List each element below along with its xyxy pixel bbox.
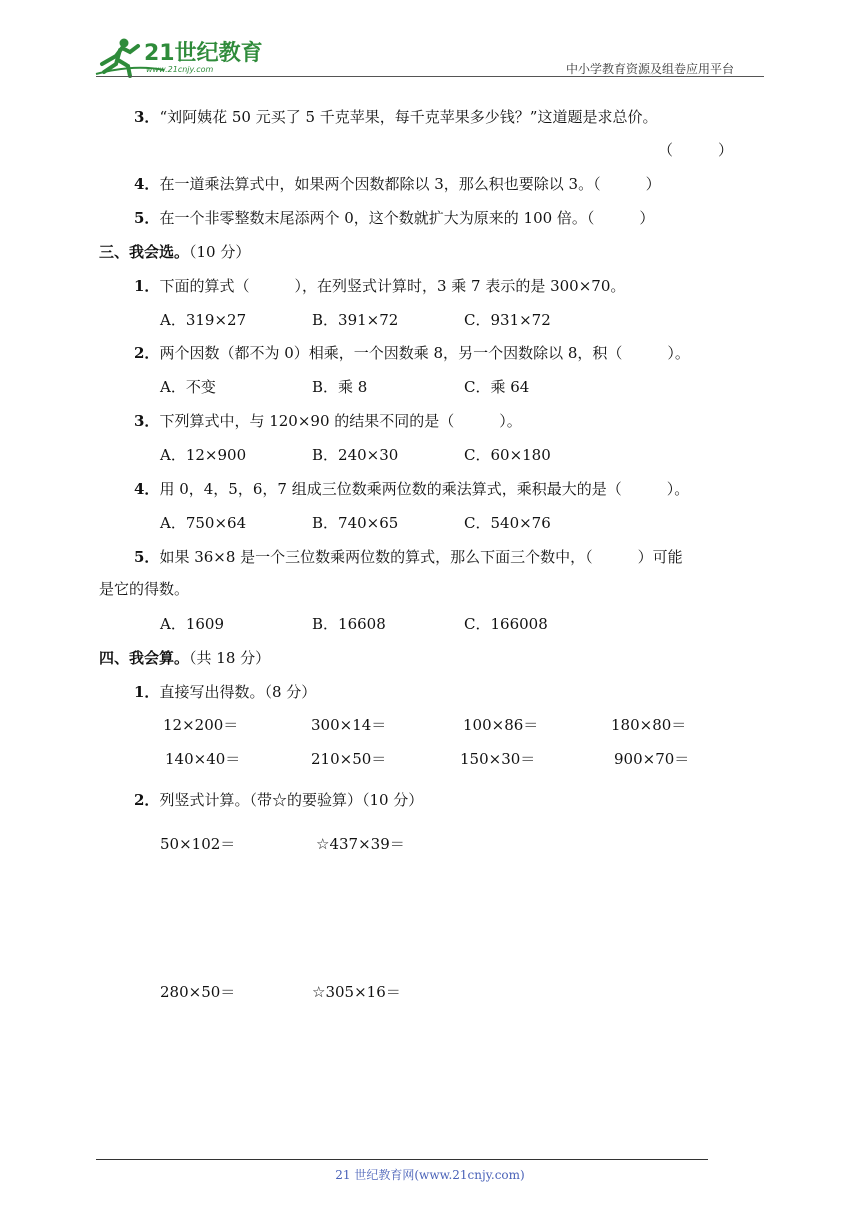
choose-q5-option-c[interactable]: C．166008	[464, 615, 548, 633]
calc-q1-item[interactable]: 150×30＝	[460, 750, 536, 768]
calc-q2-item[interactable]: ☆305×16＝	[312, 983, 401, 1001]
choose-q4-option-a[interactable]: A．750×64	[160, 514, 247, 532]
choose-q5-option-b[interactable]: B．16608	[312, 615, 386, 633]
choose-q5-continued: 是它的得数。	[99, 580, 190, 598]
choose-q3: 3．下列算式中，与 120×90 的结果不同的是（ ）。	[134, 412, 522, 430]
choose-q2-option-c[interactable]: C．乘 64	[464, 378, 530, 396]
section-choose-title: 三、我会选。（10 分）	[99, 243, 251, 261]
choose-q3-option-b[interactable]: B．240×30	[312, 446, 399, 464]
calc-q1-item[interactable]: 12×200＝	[163, 716, 239, 734]
calc-q1: 1．直接写出得数。（8 分）	[134, 683, 317, 701]
choose-q2-option-a[interactable]: A．不变	[160, 378, 216, 396]
calc-q2-item[interactable]: 280×50＝	[160, 983, 236, 1001]
choose-q3-option-a[interactable]: A．12×900	[160, 446, 247, 464]
header-divider	[96, 76, 764, 77]
choose-q2: 2．两个因数（都不为 0）相乘，一个因数乘 8，另一个因数除以 8，积（ ）。	[134, 344, 690, 362]
choose-q5-option-a[interactable]: A．1609	[160, 615, 225, 633]
header-platform-text: 中小学教育资源及组卷应用平台	[566, 62, 735, 76]
logo-text: 21世纪教育	[144, 41, 263, 66]
calc-q1-item[interactable]: 900×70＝	[614, 750, 690, 768]
calc-q1-item[interactable]: 140×40＝	[165, 750, 241, 768]
choose-q3-option-c[interactable]: C．60×180	[464, 446, 551, 464]
calc-q1-item[interactable]: 210×50＝	[311, 750, 387, 768]
choose-q4: 4．用 0，4，5，6，7 组成三位数乘两位数的乘法算式，乘积最大的是（ ）。	[134, 480, 690, 498]
site-logo	[94, 34, 264, 78]
choose-q5: 5．如果 36×8 是一个三位数乘两位数的算式，那么下面三个数中，（ ）可能	[134, 548, 683, 566]
judge-q3: 3．“刘阿姨花 50 元买了 5 千克苹果，每千克苹果多少钱？”这道题是求总价。	[134, 108, 658, 126]
calc-q2: 2．列竖式计算。（带☆的要验算）（10 分）	[134, 791, 424, 809]
choose-q1-option-c[interactable]: C．931×72	[464, 311, 551, 329]
choose-q1-option-a[interactable]: A．319×27	[160, 311, 247, 329]
choose-q2-option-b[interactable]: B．乘 8	[312, 378, 368, 396]
calc-q1-item[interactable]: 180×80＝	[611, 716, 687, 734]
footer-divider	[96, 1159, 708, 1160]
choose-q1-option-b[interactable]: B．391×72	[312, 311, 399, 329]
choose-q4-option-b[interactable]: B．740×65	[312, 514, 399, 532]
section-calc-title: 四、我会算。（共 18 分）	[99, 649, 271, 667]
calc-q1-item[interactable]: 300×14＝	[311, 716, 387, 734]
logo-url: www.21cnjy.com	[146, 65, 214, 74]
choose-q1: 1．下面的算式（ ），在列竖式计算时，3 乘 7 表示的是 300×70。	[134, 277, 626, 295]
judge-q5: 5．在一个非零整数末尾添两个 0，这个数就扩大为原来的 100 倍。（ ）	[134, 209, 655, 227]
choose-q4-option-c[interactable]: C．540×76	[464, 514, 551, 532]
footer-link[interactable]: 21 世纪教育网(www.21cnjy.com)	[335, 1168, 525, 1182]
judge-q4: 4．在一道乘法算式中，如果两个因数都除以 3，那么积也要除以 3。（ ）	[134, 175, 661, 193]
judge-q3-answer-paren[interactable]: （ ）	[658, 141, 734, 159]
calc-q2-item[interactable]: 50×102＝	[160, 835, 236, 853]
calc-q1-item[interactable]: 100×86＝	[463, 716, 539, 734]
calc-q2-item[interactable]: ☆437×39＝	[316, 835, 405, 853]
